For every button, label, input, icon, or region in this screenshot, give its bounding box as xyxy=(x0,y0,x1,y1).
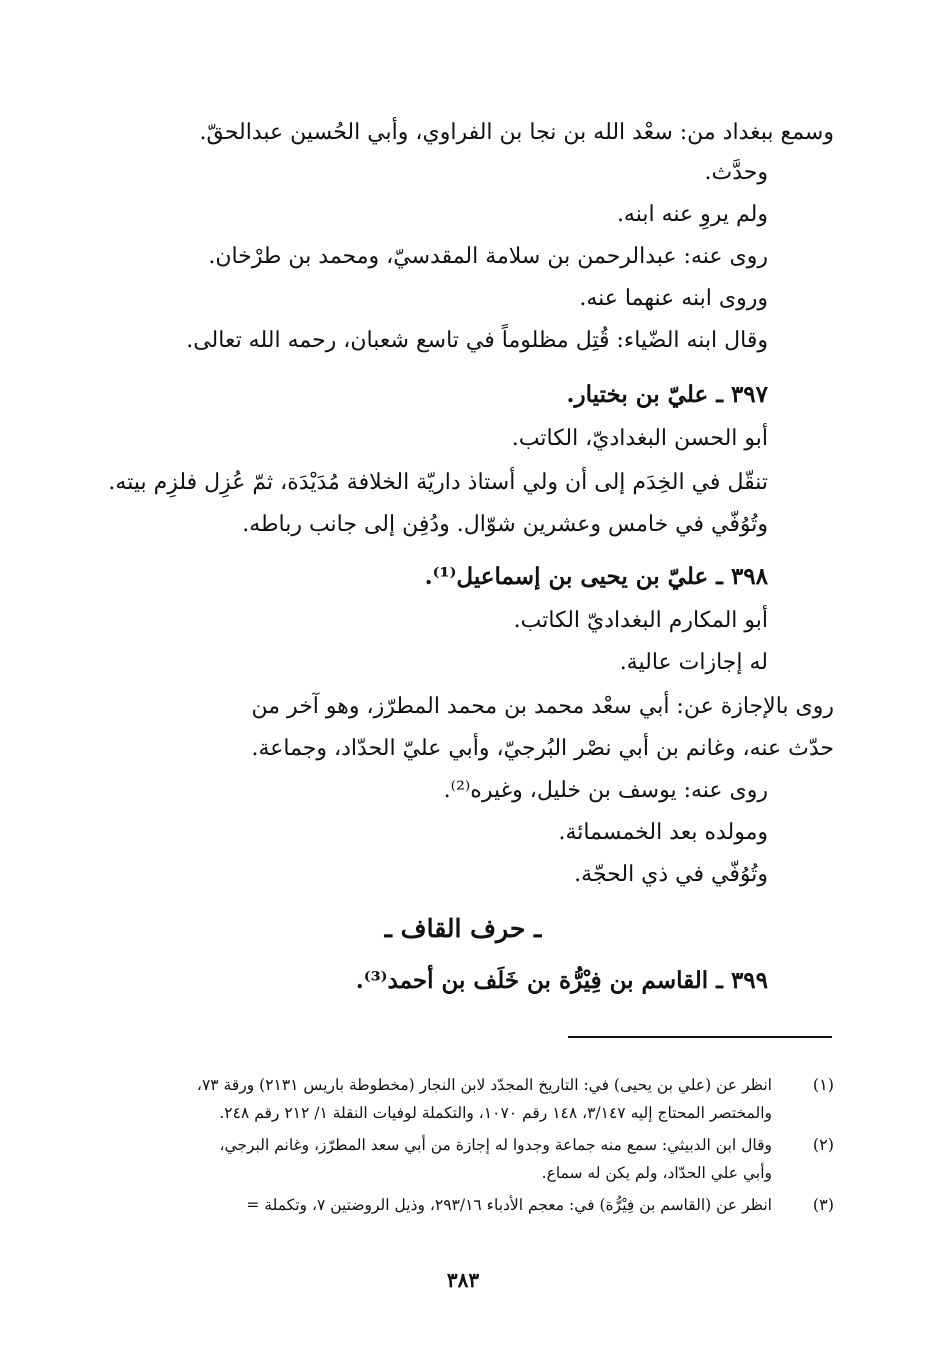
text-line: ولم يروِ عنه ابنه. xyxy=(616,202,768,227)
text-line: أبو الحسن البغداديّ، الكاتب. xyxy=(511,426,768,451)
footnote-line: وأبي علي الحدّاد، ولم يكن له سماع. xyxy=(541,1164,772,1182)
text-line: وحدَّث. xyxy=(704,160,768,185)
text-line: روى عنه: عبدالرحمن بن سلامة المقدسيّ، ومحمد بن طرْخان. xyxy=(208,244,768,269)
text-line: روى عنه: يوسف بن خليل، وغيره⁽²⁾. xyxy=(443,778,768,803)
text-line: روى بالإجازة عن: أبي سعْد محمد بن محمد المطرّز، وهو آخر من xyxy=(251,694,834,719)
text-line: ومولده بعد الخمسمائة. xyxy=(558,820,768,845)
footnote-line: وقال ابن الدبيثي: سمع منه جماعة وجدوا له إجازة من أبي سعد المطرّز، وغانم البرجي، xyxy=(219,1136,772,1154)
footnote-line: انظر عن (علي بن يحيى) في: التاريخ المجدّد لابن النجار (مخطوطة باريس ٢١٣١) ورقة ٧٣، xyxy=(196,1076,772,1094)
entry-heading-397: ٣٩٧ ـ عليّ بن بختيار. xyxy=(566,381,768,408)
footnote-divider xyxy=(568,1036,832,1038)
text-line: له إجازات عالية. xyxy=(619,650,768,675)
page-number: ٣٨٣ xyxy=(446,1268,480,1292)
entry-heading-399: ٣٩٩ ـ القاسم بن فِيْرُّة بن خَلَف بن أحمد⁽³⁾. xyxy=(355,967,768,994)
text-line: أبو المكارم البغداديّ الكاتب. xyxy=(513,608,768,633)
text-line: وتُوُفّي في خامس وعشرين شوّال. ودُفِن إلى جانب رباطه. xyxy=(242,512,768,537)
footnote-number: (٢) xyxy=(812,1135,834,1154)
section-heading: ـ حرف القاف ـ xyxy=(384,914,542,943)
text-line: تنقّل في الخِدَم إلى أن ولي أستاذ داريّة الخلافة مُدَيْدَة، ثمّ عُزِل فلزِم بيته. xyxy=(108,470,768,495)
footnote-number: (١) xyxy=(812,1075,834,1094)
entry-heading-398: ٣٩٨ ـ عليّ بن يحيى بن إسماعيل⁽¹⁾. xyxy=(424,563,768,590)
text-line: وسمع ببغداد من: سعْد الله بن نجا بن الفراوي، وأبي الحُسين عبدالحقّ. xyxy=(199,120,834,145)
text-line: وروى ابنه عنهما عنه. xyxy=(579,286,768,311)
footnote-number: (٣) xyxy=(812,1195,834,1214)
footnote-line: انظر عن (القاسم بن فِيْرُّة) في: معجم الأدباء ٢٩٣/١٦، وذيل الروضتين ٧، وتكملة = xyxy=(246,1196,772,1214)
text-line: وقال ابنه الضّياء: قُتِل مظلوماً في تاسع شعبان، رحمه الله تعالى. xyxy=(186,328,768,353)
text-line: حدّث عنه، وغانم بن أبي نصْر البُرجيّ، وأبي عليّ الحدّاد، وجماعة. xyxy=(251,736,834,761)
footnote-line: والمختصر المحتاج إليه ٣/١٤٧، ١٤٨ رقم ١٠٧٠، والتكملة لوفيات النقلة ١/ ٢١٢ رقم ٢٤٨. xyxy=(219,1104,772,1122)
text-line: وتُوُفّي في ذي الحجّة. xyxy=(574,862,768,887)
